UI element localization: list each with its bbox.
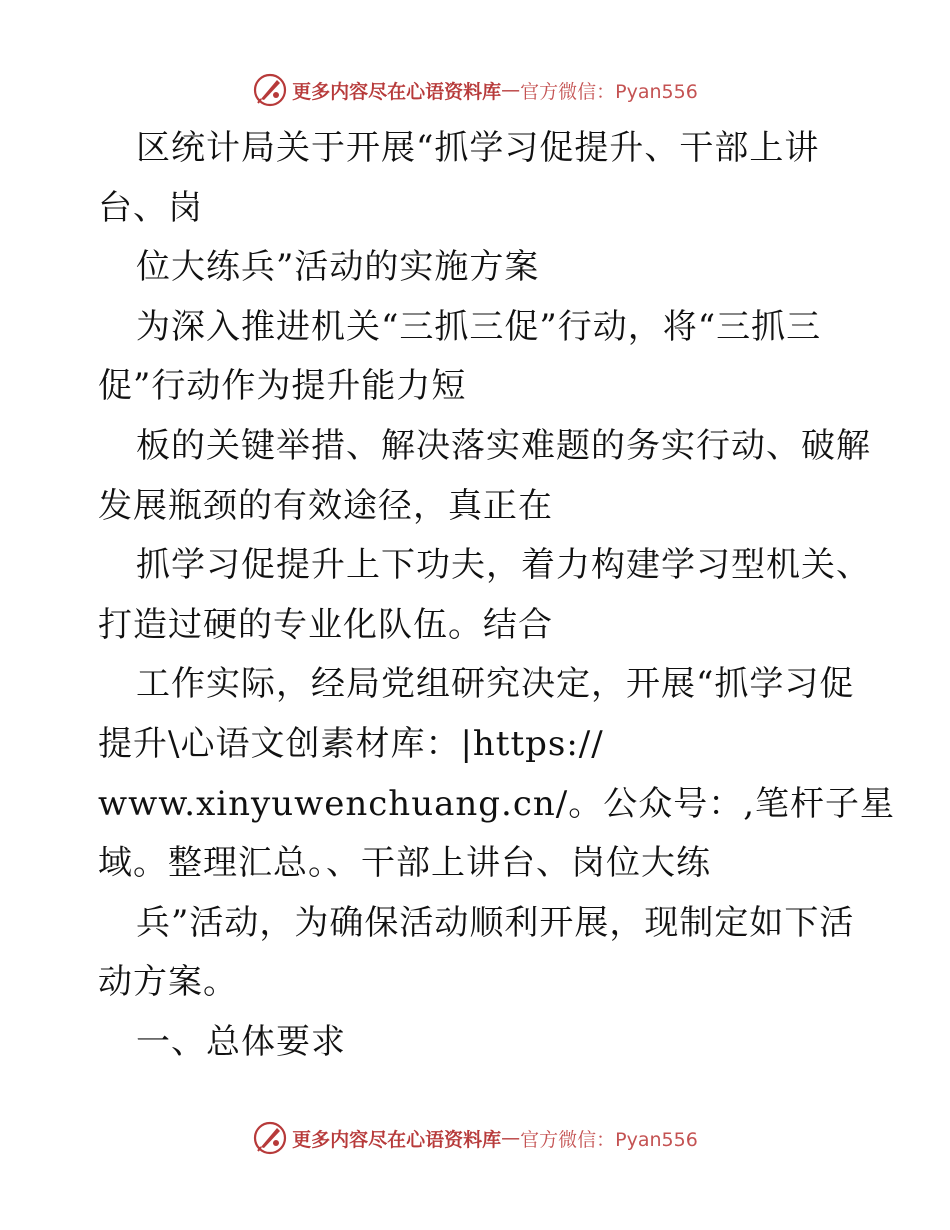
text-line: 为深入推进机关“三抓三促”行动，将“三抓三	[136, 306, 822, 347]
text-line: 打造过硬的专业化队伍。结合	[98, 604, 553, 645]
quill-logo-icon	[252, 1120, 288, 1156]
banner-wechat: 官方微信：Pyan556	[520, 1128, 698, 1151]
quill-logo-icon	[252, 72, 288, 108]
section-heading: 一、总体要求	[136, 1021, 346, 1062]
document-body	[98, 126, 896, 1080]
text-line: 发展瓶颈的有效途径，真正在	[98, 485, 553, 526]
banner-label: 更多内容尽在心语资料库	[292, 1128, 502, 1151]
banner-dash: —	[501, 1127, 521, 1149]
text-line: 位大练兵”活动的实施方案	[136, 247, 540, 288]
text-line: www.xinyuwenchuang.cn/。公众号：,笔杆子星	[98, 783, 896, 824]
text-line: 工作实际，经局党组研究决定，开展“抓学习促	[136, 664, 855, 705]
text-line: 板的关键举措、解决落实难题的务实行动、破解	[136, 425, 871, 466]
text-line: 台、岗	[98, 187, 203, 228]
text-line: 抓学习促提升上下功夫，着力构建学习型机关、	[136, 545, 871, 586]
header-watermark-banner	[0, 70, 950, 110]
text-line: 域。整理汇总。、干部上讲台、岗位大练	[98, 843, 711, 884]
text-line: 兵”活动，为确保活动顺利开展，现制定如下活	[136, 902, 855, 943]
banner-dash: —	[501, 79, 521, 101]
banner-label: 更多内容尽在心语资料库	[292, 80, 502, 103]
banner-wechat: 官方微信：Pyan556	[520, 80, 698, 103]
text-line: 提升\心语文创素材库：|https://	[98, 723, 604, 764]
text-line: 区统计局关于开展“抓学习促提升、干部上讲	[136, 128, 820, 168]
footer-watermark-banner	[0, 1118, 950, 1158]
text-line: 动方案。	[98, 962, 238, 1003]
text-line: 促”行动作为提升能力短	[98, 366, 467, 407]
